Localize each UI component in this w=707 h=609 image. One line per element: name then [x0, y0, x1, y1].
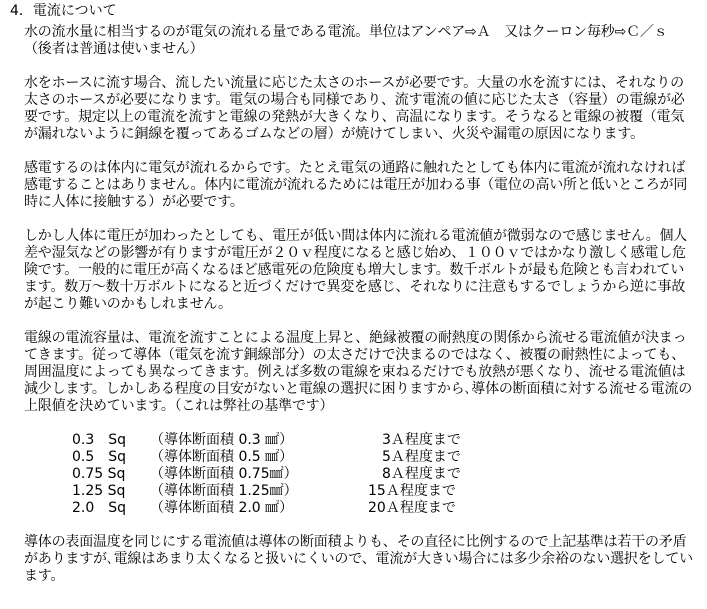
table-row [72, 432, 699, 449]
current-limit: 20Ａ程度まで [368, 500, 456, 516]
paragraph-current-capacity: 電線の電流容量は、電流を流すことによる温度上昇と、絶縁被覆の耐熱度の関係から流せる電流値が決まってきます。従って導体（電気を流す銅線部分）の太さだけで決まるのではなく、被覆の耐熱性によっても、周囲温度によっても異なってきます。例えば多数の電線を束ねるだけでも放熱が悪くなり、流せる電流値は減少します。しかしある程度の目安がないと電線の選択に困りますから､導体の断面積に対する流せる電流の上限値を決めています。（これは弊社の基準です） [24, 330, 693, 414]
paragraph-electric-shock: 感電するのは体内に電気が流れるからです。たとえ電気の通路に触れたとしても体内に電流が流れなければ感電することはありません。体内に電流が流れるためには電圧が加わる事（電位の高い所と低いところが同時に人体に接触する）が必要です。 [24, 160, 688, 210]
paragraph-closing: 導体の表面温度を同じにする電流値は導体の断面積よりも、その直径に比例するので上記基準は若干の矛盾がありますが､電線はあまり太くなると扱いにくいので、電流が大きい場合には多少余裕のない選択をしています。 [24, 534, 693, 584]
wire-size: 0.75 Sq [72, 466, 126, 482]
current-limit: 5Ａ程度まで [368, 449, 461, 465]
paragraph-definition: 水の流水量に相当するのが電気の流れる量である電流。単位はアンペア⇨Ａ 又はクーロン毎秒⇨Ｃ／ｓ （後者は普通は使いません） [24, 24, 682, 57]
conductor-area: （導体断面積 1.25㎟） [150, 483, 298, 499]
paragraph-hose-analogy: 水をホースに流す場合、流したい流量に応じた太さのホースが必要です。大量の水を流すには、それなりの太さのホースが必要になります。電気の場合も同様であり、流す電流の値に応じた太さ（容量）の電線が必要です。規定以上の電流を流すと電線の発熱が大きくなり、高温になります。そうなると電線の被覆（電気が漏れないように銅線を覆ってあるゴムなどの層）が焼けてしまい、火災や漏電の原因になります。 [24, 75, 685, 142]
section-title: 4．電流について [10, 3, 117, 19]
conductor-area: （導体断面積 0.75㎟） [150, 466, 298, 482]
wire-size: 0.3 Sq [72, 432, 127, 448]
conductor-area: （導体断面積 2.0 ㎟） [150, 500, 294, 516]
table-row [72, 500, 699, 517]
table-row [72, 466, 699, 483]
table-row [72, 449, 699, 466]
table-row [72, 483, 699, 500]
current-limit: 3Ａ程度まで [368, 432, 461, 448]
conductor-area: （導体断面積 0.3 ㎟） [150, 432, 294, 448]
wire-size: 2.0 Sq [72, 500, 127, 516]
current-limit: 8Ａ程度まで [368, 466, 461, 482]
capacity-table [8, 432, 699, 517]
paragraph-voltage-danger: しかし人体に電圧が加わったとしても、電圧が低い間は体内に流れる電流値が微弱なので感じません。個人差や湿気などの影響が有りますが電圧が２０ｖ程度になると感じ始め、１００ｖではかなり激しく感電し危険です。一般的に電圧が高くなるほど感電死の危険度も増大します。数千ボルトが最も危険とも言われています。数万～数十万ボルトになると近づくだけで異変を感じ、それなりに注意もするでしょうから逆に事故が起こり難いのかもしれません。 [24, 228, 688, 312]
wire-size: 0.5 Sq [72, 449, 127, 465]
current-limit: 15Ａ程度まで [368, 483, 456, 499]
wire-size: 1.25 Sq [72, 483, 126, 499]
conductor-area: （導体断面積 0.5 ㎟） [150, 449, 294, 465]
